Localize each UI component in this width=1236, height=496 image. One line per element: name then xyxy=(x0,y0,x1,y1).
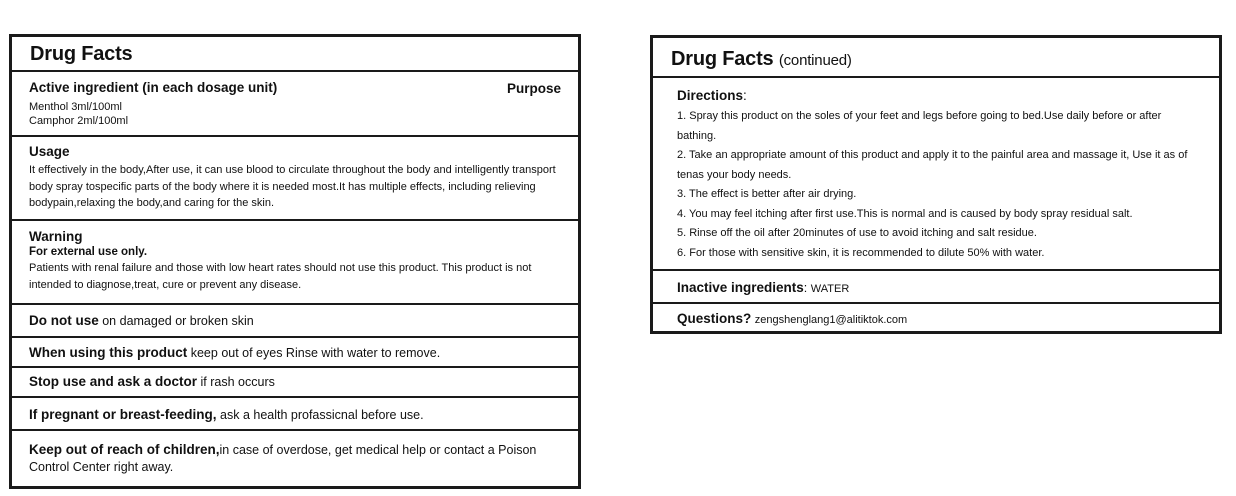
warning-heading: Warning xyxy=(29,229,83,244)
continued-suffix: (continued) xyxy=(778,52,852,69)
when-using-section xyxy=(12,338,578,368)
drug-facts-panel-right xyxy=(650,35,1222,334)
ingredient-camphor: Camphor 2ml/100ml xyxy=(29,115,129,127)
inactive-colon: : xyxy=(803,281,808,295)
drug-facts-continued-title-section xyxy=(653,38,1219,78)
usage-text: It effectively in the body,After use, it can use blood to circulate throughout the body and intelligently transport body spray tospecific parts of the body where it is needed most.It has multiple effects, including relieving bodypain,relaxing the body,and caring for the skin. xyxy=(29,164,556,209)
warning-subheading: For external use only. xyxy=(29,246,148,258)
active-ingredient-section xyxy=(12,72,578,137)
inactive-ingredients-section xyxy=(653,271,1219,304)
questions-section xyxy=(653,304,1219,331)
warning-section xyxy=(12,221,578,305)
direction-item: 1. Spray this product on the soles of your feet and legs before going to bed.Use daily before or after bathing. xyxy=(677,110,1162,142)
direction-item: 3. The effect is better after air drying. xyxy=(677,188,857,200)
pregnant-line xyxy=(29,406,564,424)
continued-title-text: Drug Facts xyxy=(671,48,774,70)
pregnant-text: ask a health profassicnal before use. xyxy=(220,408,424,422)
do-not-use-text: on damaged or broken skin xyxy=(102,314,254,328)
stop-use-line xyxy=(29,373,564,391)
keep-out-text: in case of overdose, get medical help or contact a Poison Control Center right away. xyxy=(29,443,537,474)
directions-list xyxy=(677,107,1195,263)
directions-colon: : xyxy=(743,88,747,103)
pregnant-label: If pregnant or breast-feeding, xyxy=(29,407,217,422)
when-using-line xyxy=(29,344,564,362)
keep-out-line xyxy=(29,441,548,476)
directions-section xyxy=(653,78,1219,271)
warning-text: Patients with renal failure and those with low heart rates should not use this product. This product is not intended to diagnose,treat, cure or prevent any disease. xyxy=(29,262,532,291)
drug-facts-title-section xyxy=(12,37,578,72)
do-not-use-section xyxy=(12,305,578,338)
inactive-ingredients-line xyxy=(677,279,1205,298)
questions-contact: zengshenglang1@alitiktok.com xyxy=(754,314,908,326)
drug-facts-title: Drug Facts xyxy=(30,43,133,65)
keep-out-of-reach-section xyxy=(12,431,578,486)
purpose-label: Purpose xyxy=(506,81,561,96)
direction-item: 5. Rinse off the oil after 20minutes of use to avoid itching and salt residue. xyxy=(677,227,1037,239)
drug-facts-continued-title xyxy=(671,47,1205,73)
directions-heading-line xyxy=(677,87,1195,104)
pregnant-section xyxy=(12,398,578,431)
direction-item: 6. For those with sensitive skin, it is recommended to dilute 50% with water. xyxy=(677,246,1045,259)
drug-facts-panel-left xyxy=(9,34,581,489)
usage-section xyxy=(12,137,578,221)
when-using-text: keep out of eyes Rinse with water to remove. xyxy=(190,346,441,360)
stop-use-text: if rash occurs xyxy=(200,375,275,389)
questions-label: Questions? xyxy=(677,311,752,326)
keep-out-label: Keep out of reach of children, xyxy=(29,442,220,457)
when-using-label: When using this product xyxy=(29,345,188,360)
stop-use-label: Stop use and ask a doctor xyxy=(29,374,198,389)
inactive-ingredients-value: WATER xyxy=(810,283,850,295)
inactive-ingredients-label: Inactive ingredients xyxy=(677,280,804,295)
do-not-use-label: Do not use xyxy=(29,313,99,328)
questions-line xyxy=(677,310,1205,329)
direction-item: 4. You may feel itching after first use.This is normal and is caused by body spray residual salt. xyxy=(677,207,1133,220)
active-ingredient-heading: Active ingredient (in each dosage unit) xyxy=(29,80,278,95)
ingredient-menthol: Menthol 3ml/100ml xyxy=(29,101,122,113)
usage-heading: Usage xyxy=(29,144,70,159)
do-not-use-line xyxy=(29,312,564,330)
direction-item: 2. Take an appropriate amount of this product and apply it to the painful area and massage it, Use it as of tenas your body needs. xyxy=(677,149,1188,181)
stop-use-section xyxy=(12,368,578,398)
directions-heading: Directions xyxy=(677,88,744,103)
